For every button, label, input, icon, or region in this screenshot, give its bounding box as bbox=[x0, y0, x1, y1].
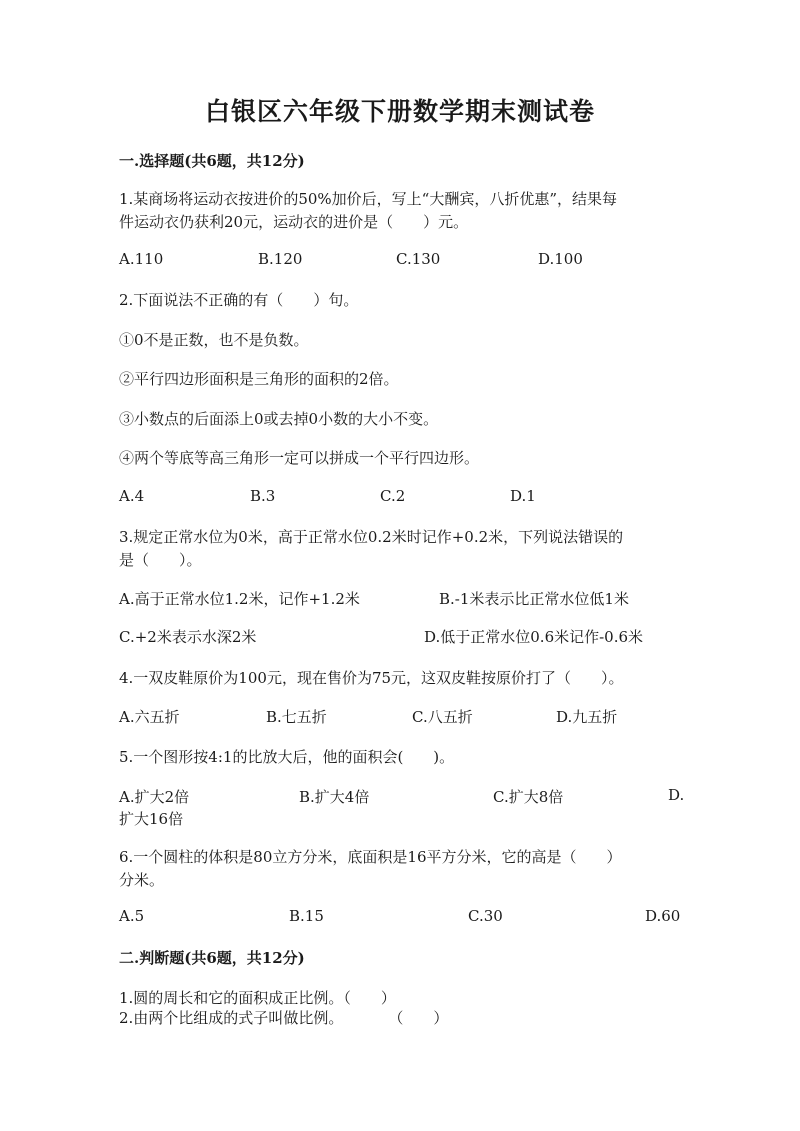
q5-option-c: C.扩大8倍 bbox=[493, 788, 564, 806]
q2-statement-2: ②平行四边形面积是三角形的面积的2倍。 bbox=[119, 370, 399, 388]
q2-statement-4: ④两个等底等高三角形一定可以拼成一个平行四边形。 bbox=[119, 449, 480, 467]
q3-option-a: A.高于正常水位1.2米，记作+1.2米 bbox=[119, 590, 360, 608]
q6-line1: 6.一个圆柱的体积是80立方分米，底面积是16平方分米，它的高是（ ） bbox=[119, 848, 622, 866]
section-judgment-heading: 二.判断题(共6题，共12分) bbox=[119, 949, 305, 967]
page-title: 白银区六年级下册数学期末测试卷 bbox=[204, 97, 595, 126]
q5-option-d-wrap: 扩大16倍 bbox=[119, 810, 184, 828]
q4-option-a: A.六五折 bbox=[119, 708, 180, 726]
q3-line1: 3.规定正常水位为0米，高于正常水位0.2米时记作+0.2米，下列说法错误的 bbox=[119, 528, 624, 546]
q3-option-d: D.低于正常水位0.6米记作-0.6米 bbox=[424, 628, 644, 646]
q1-line2: 件运动衣仍获利20元，运动衣的进价是（ ）元。 bbox=[119, 213, 469, 231]
q6-option-c: C.30 bbox=[468, 907, 503, 925]
q5-option-d: D. bbox=[668, 786, 685, 804]
q3-line2: 是（ ）。 bbox=[119, 551, 202, 569]
q1-option-d: D.100 bbox=[538, 250, 583, 268]
q2-statement-1: ①0不是正数，也不是负数。 bbox=[119, 331, 309, 349]
q4-option-b: B.七五折 bbox=[266, 708, 327, 726]
q2-option-c: C.2 bbox=[380, 487, 406, 505]
q4-stem: 4.一双皮鞋原价为100元，现在售价为75元，这双皮鞋按原价打了（ ）。 bbox=[119, 669, 624, 687]
q3-option-b: B.-1米表示比正常水位低1米 bbox=[439, 590, 629, 608]
q1-option-b: B.120 bbox=[258, 250, 303, 268]
judgment-1: 1.圆的周长和它的面积成正比例。（ ） bbox=[119, 989, 396, 1007]
q5-option-a: A.扩大2倍 bbox=[119, 788, 190, 806]
q1-option-c: C.130 bbox=[396, 250, 441, 268]
q6-option-b: B.15 bbox=[289, 907, 324, 925]
q6-line2: 分米。 bbox=[119, 871, 165, 889]
q2-statement-3: ③小数点的后面添上0或去掉0小数的大小不变。 bbox=[119, 410, 439, 428]
q1-line1: 1.某商场将运动衣按进价的50%加价后，写上“大酬宾，八折优惠”，结果每 bbox=[119, 190, 617, 208]
q3-option-c: C.+2米表示水深2米 bbox=[119, 628, 257, 646]
q4-option-d: D.九五折 bbox=[556, 708, 618, 726]
q2-option-b: B.3 bbox=[250, 487, 276, 505]
q6-option-d: D.60 bbox=[645, 907, 681, 925]
q1-option-a: A.110 bbox=[119, 250, 164, 268]
q2-stem: 2.下面说法不正确的有（ ）句。 bbox=[119, 291, 359, 309]
section-choice-heading: 一.选择题(共6题，共12分) bbox=[119, 152, 305, 170]
q6-option-a: A.5 bbox=[119, 907, 145, 925]
q5-option-b: B.扩大4倍 bbox=[299, 788, 370, 806]
q4-option-c: C.八五折 bbox=[412, 708, 473, 726]
q2-option-d: D.1 bbox=[510, 487, 536, 505]
q2-option-a: A.4 bbox=[119, 487, 145, 505]
judgment-2: 2.由两个比组成的式子叫做比例。 （ ） bbox=[119, 1009, 449, 1027]
q5-stem: 5.一个图形按4:1的比放大后，他的面积会( )。 bbox=[119, 748, 455, 766]
